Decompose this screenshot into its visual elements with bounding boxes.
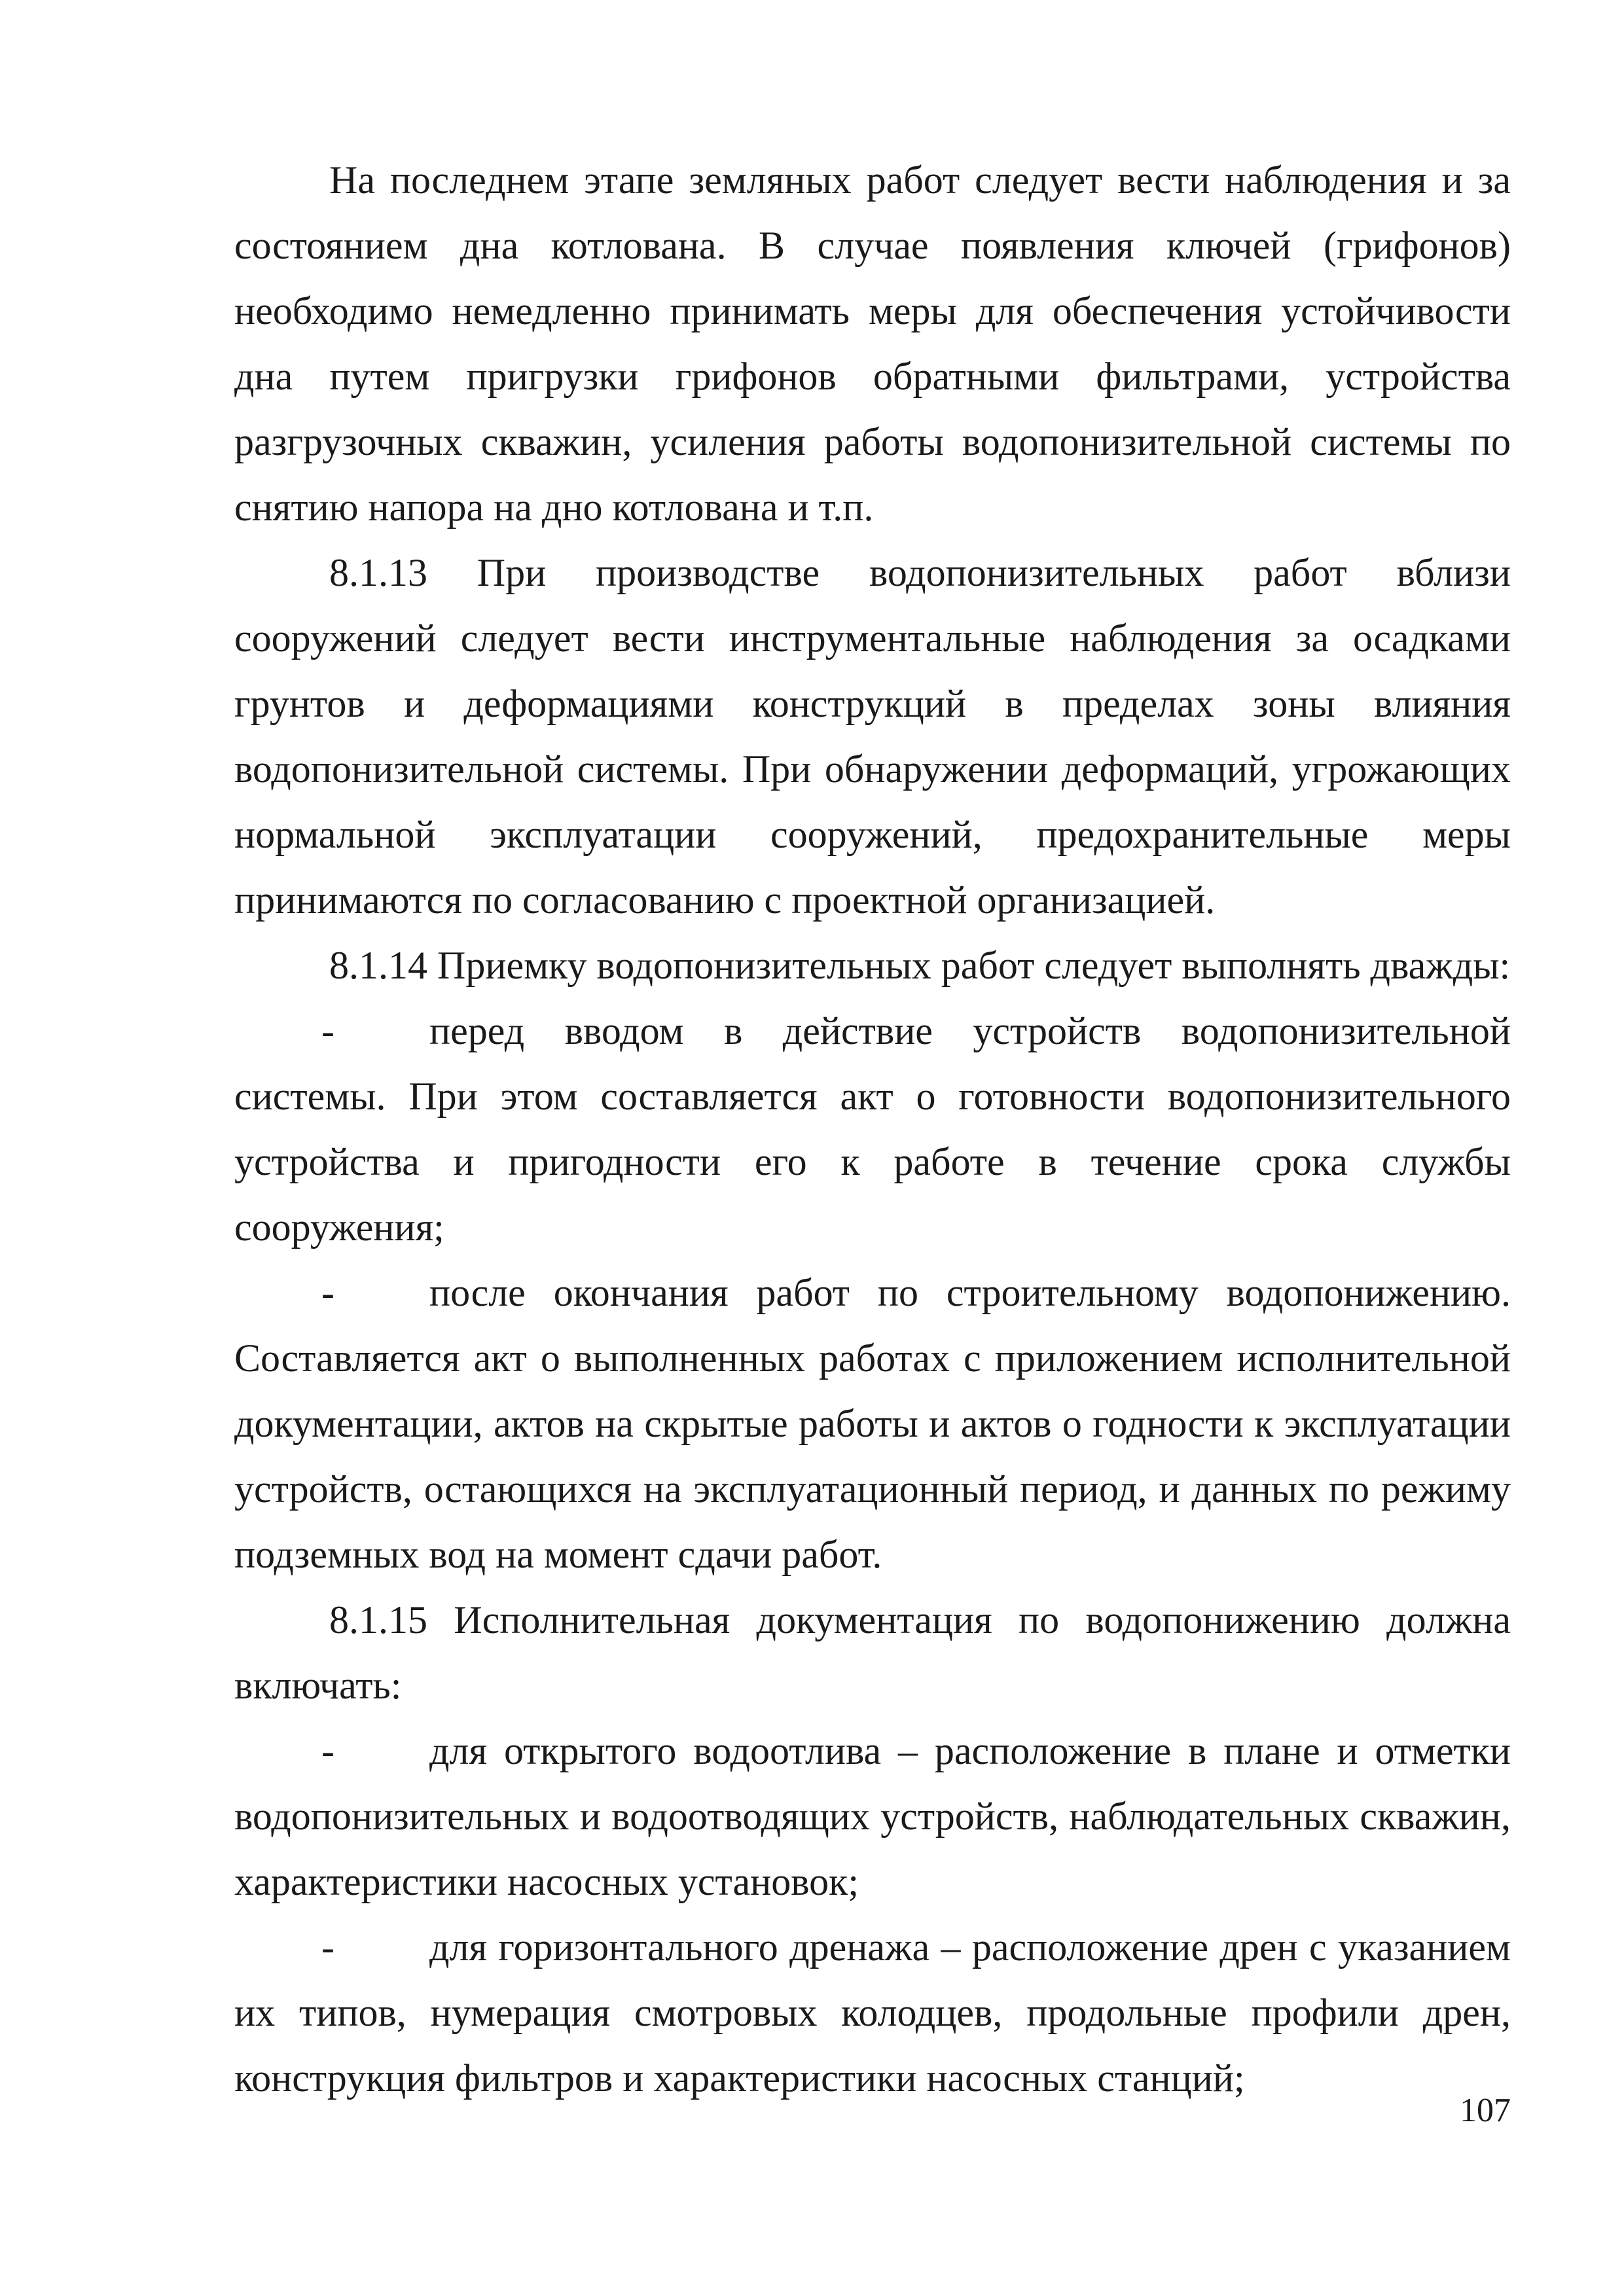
list-item-text: для горизонтального дренажа – расположение дрен с указанием их типов, нумерация смотровых колодцев, продольные профили дрен, конструкция фильтров и характеристики насосных станций; [234,1926,1511,2100]
paragraph-8-1-14: 8.1.14 Приемку водопонизительных работ следует выполнять дважды: [329,944,1511,987]
dash-marker: - [321,1926,334,1969]
paragraph-8-1-13: 8.1.13 При производстве водопонизительных работ вблизи сооружений следует вести инструментальные наблюдения за осадками грунтов и деформациями конструкций в пределах зоны влияния водопонизительной системы. При обнаружении деформаций, угрожающих нормальной эксплуатации сооружений, предохранительные меры принимаются по согласованию с проектной организацией. [234,551,1511,922]
list-item [234,1260,1511,1587]
dash-marker: - [321,1729,334,1772]
list-item-text: перед вводом в действие устройств водопонизительной системы. При этом составляется акт о готовности водопонизительного устройства и пригодности его к работе в течение срока службы сооружения; [234,1009,1511,1249]
list-item-text: для открытого водоотлива – расположение в плане и отметки водопонизительных и водоотводящих устройств, наблюдательных скважин, характеристики насосных установок; [234,1729,1511,1903]
dash-marker: - [321,1009,334,1052]
list-item [234,1718,1511,1914]
list-item-text: после окончания работ по строительному водопонижению. Составляется акт о выполненных работах с приложением исполнительной документации, актов на скрытые работы и актов о годности к эксплуатации устройств, остающихся на эксплуатационный период, и данных по режиму подземных вод на момент сдачи работ. [234,1271,1511,1576]
paragraph-bottom-monitoring: На последнем этапе земляных работ следует вести наблюдения и за состоянием дна котлована. В случае появления ключей (грифонов) необходимо немедленно принимать меры для обеспечения устойчивости дна путем пригрузки грифонов обратными фильтрами, устройства разгрузочных скважин, усиления работы водопонизительной системы по снятию напора на дно котлована и т.п. [234,158,1511,529]
page-number: 107 [1460,2092,1511,2129]
paragraph-8-1-15: 8.1.15 Исполнительная документация по водопонижению должна включать: [234,1598,1511,1707]
list-item [234,1914,1511,2111]
list-item [234,998,1511,1260]
document-body [234,147,1511,2111]
dash-marker: - [321,1271,334,1314]
